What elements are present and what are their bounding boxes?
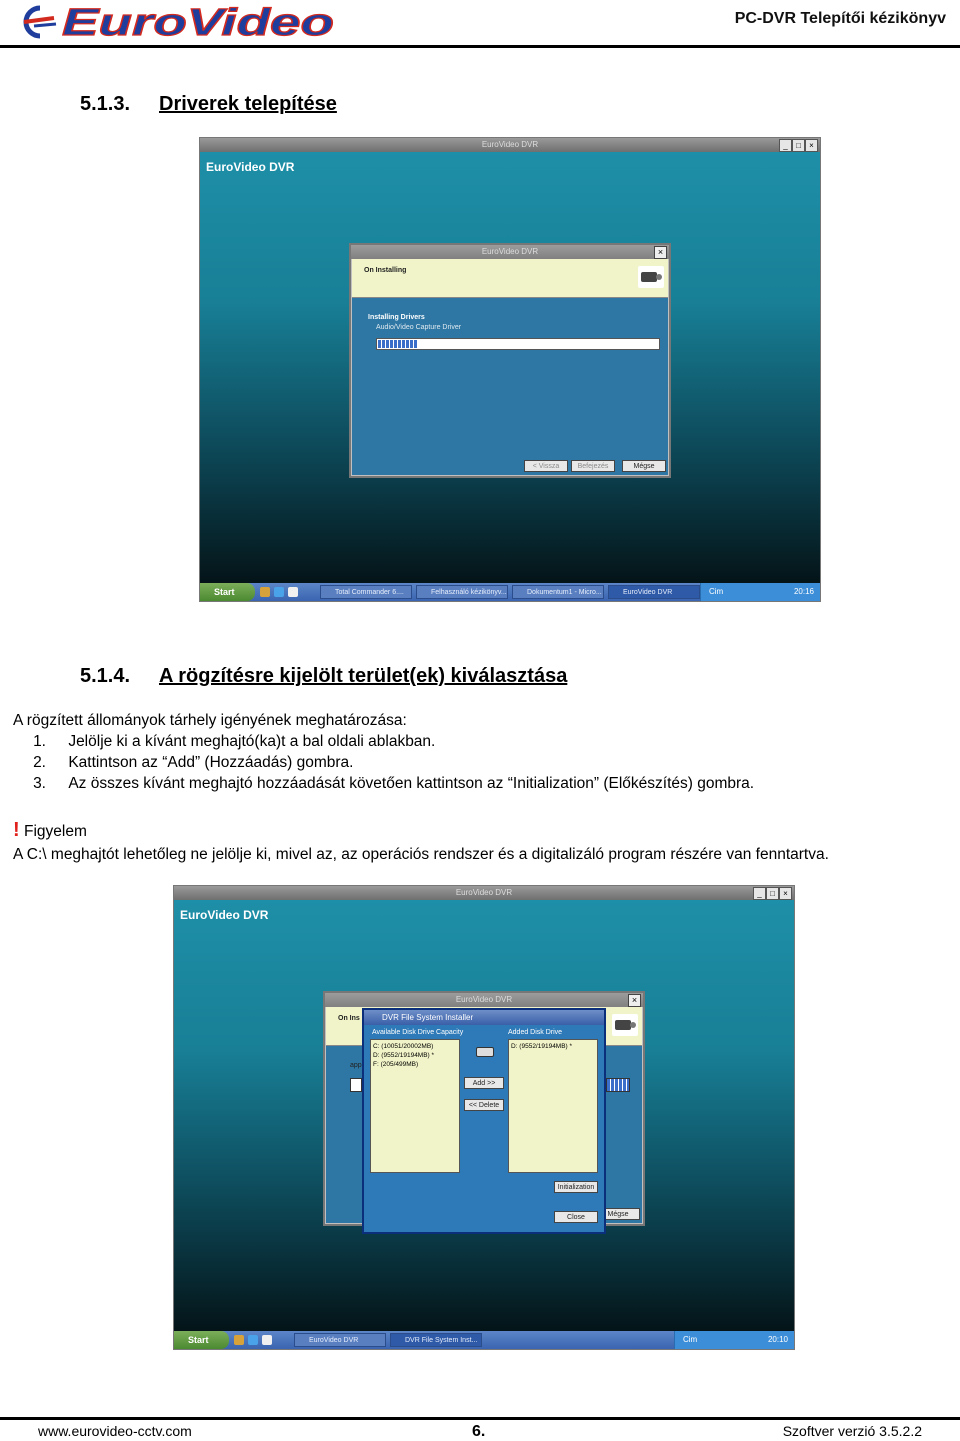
progress-stub: [350, 1078, 362, 1092]
section-number: 5.1.3.: [80, 93, 131, 115]
minimize-icon[interactable]: _: [779, 139, 792, 152]
quicklaunch-icon[interactable]: [234, 1335, 244, 1345]
system-tray: [700, 583, 820, 601]
step-item: [13, 731, 435, 752]
finish-button[interactable]: Befejezés: [571, 460, 615, 472]
camera-icon: [638, 266, 664, 288]
footer-website: www.eurovideo-cctv.com: [38, 1423, 192, 1439]
close-button[interactable]: Close: [554, 1211, 598, 1223]
desktop-icon[interactable]: [262, 1335, 272, 1345]
tray-clock: 20:10: [767, 1335, 788, 1344]
maximize-icon[interactable]: □: [766, 887, 779, 900]
step-item: [13, 752, 353, 773]
warning-text: A C:\ meghajtót lehetőleg ne jelölje ki, mivel az, az operációs rendszer és a digitalizáló program részére van fenntartva.: [13, 846, 829, 863]
side-label: app: [350, 1062, 362, 1069]
task-item[interactable]: Felhasználó kézikönyv...: [416, 585, 508, 599]
progress-stub: [606, 1078, 630, 1092]
step-number: 2.: [33, 754, 46, 771]
ie-icon[interactable]: [248, 1335, 258, 1345]
initialization-button[interactable]: Initialization: [554, 1181, 598, 1193]
window-titlebar: EuroVideo DVR: [174, 886, 794, 900]
start-button[interactable]: Start: [174, 1331, 229, 1349]
taskbar: [174, 1331, 794, 1349]
disk-drive-icon: [476, 1047, 494, 1057]
cancel-button[interactable]: Mégse: [622, 460, 666, 472]
dialog-close-icon[interactable]: ×: [654, 246, 667, 259]
fs-dialog-title: DVR File System Installer: [364, 1010, 604, 1025]
added-drive-list[interactable]: [508, 1039, 598, 1173]
cancel-button[interactable]: Mégse: [596, 1208, 640, 1220]
camera-icon: [612, 1014, 638, 1036]
status-subtitle: Audio/Video Capture Driver: [376, 324, 462, 331]
close-icon[interactable]: ×: [805, 139, 818, 152]
logo-text: EuroVideo: [62, 2, 334, 42]
quicklaunch-icon[interactable]: [260, 587, 270, 597]
app-name: EuroVideo DVR: [180, 908, 269, 922]
dialog-header: [352, 259, 668, 297]
app-name: EuroVideo DVR: [206, 160, 295, 174]
system-tray: [674, 1331, 794, 1349]
back-button[interactable]: < Vissza: [524, 460, 568, 472]
step-text: Jelölje ki a kívánt meghajtó(ka)t a bal oldali ablakban.: [68, 733, 436, 750]
maximize-icon[interactable]: □: [792, 139, 805, 152]
task-item[interactable]: EuroVideo DVR: [294, 1333, 386, 1347]
drive-list-item[interactable]: C: (10051/20002MB): [373, 1043, 434, 1050]
app-background: [174, 900, 794, 1331]
warning-icon: !: [13, 819, 20, 841]
document-title: PC-DVR Telepítői kézikönyv: [734, 10, 946, 27]
intro-text: A rögzített állományok tárhely igényének meghatározása:: [13, 712, 407, 729]
start-button[interactable]: Start: [200, 583, 255, 601]
dialog-title: EuroVideo DVR: [325, 993, 643, 1007]
minimize-icon[interactable]: _: [753, 887, 766, 900]
dialog-header-label: On Ins: [338, 1015, 360, 1022]
section-title: A rögzítésre kijelölt terület(ek) kiválasztása: [159, 665, 568, 687]
delete-button[interactable]: << Delete: [464, 1099, 504, 1111]
window-titlebar: EuroVideo DVR: [200, 138, 820, 152]
status-title: Installing Drivers: [368, 314, 425, 321]
task-item[interactable]: Dokumentum1 - Micro...: [512, 585, 604, 599]
fs-dialog-body: [364, 1025, 604, 1232]
warning-label: Figyelem: [23, 823, 87, 840]
task-item-active[interactable]: DVR File System Inst...: [390, 1333, 482, 1347]
step-text: Kattintson az “Add” (Hozzáadás) gombra.: [68, 754, 354, 771]
step-item: [13, 773, 754, 794]
app-background: [200, 152, 820, 583]
step-number: 3.: [33, 775, 46, 792]
screenshot-file-system-installer: [173, 885, 795, 1350]
screenshot-installing-drivers: [199, 137, 821, 602]
tray-clock: 20:16: [793, 587, 814, 596]
progress-fill: [378, 340, 417, 348]
dialog-title: EuroVideo DVR: [351, 245, 669, 259]
step-text: Az összes kívánt meghajtó hozzáadását követően kattintson az “Initialization” (Előkészítés) gombra.: [68, 775, 755, 792]
footer-divider: [0, 1417, 960, 1420]
ie-icon[interactable]: [274, 587, 284, 597]
task-item[interactable]: Total Commander 6....: [320, 585, 412, 599]
dialog-body: [352, 297, 668, 475]
added-label: Added Disk Drive: [508, 1029, 563, 1036]
warning-heading: [13, 820, 87, 842]
add-button[interactable]: Add >>: [464, 1077, 504, 1089]
footer-page-number: 6.: [472, 1423, 486, 1440]
eurovideo-logo: [10, 2, 340, 42]
tray-language: Cim: [709, 587, 724, 596]
drive-list-item[interactable]: F: (205/499MB): [373, 1061, 419, 1068]
tray-language: Cim: [683, 1335, 698, 1344]
footer-version: Szoftver verzió 3.5.2.2: [782, 1423, 922, 1439]
dialog-close-icon[interactable]: ×: [628, 994, 641, 1007]
available-label: Available Disk Drive Capacity: [372, 1029, 464, 1036]
dialog-header-label: On Installing: [364, 267, 407, 274]
taskbar: [200, 583, 820, 601]
section-number: 5.1.4.: [80, 665, 131, 687]
progress-bar: [376, 338, 660, 350]
header-divider: [0, 45, 960, 48]
desktop-icon[interactable]: [288, 587, 298, 597]
drive-list-item[interactable]: D: (9552/19194MB) *: [511, 1043, 573, 1050]
drive-list-item[interactable]: D: (9552/19194MB) *: [373, 1052, 435, 1059]
install-dialog: [349, 243, 671, 478]
available-drive-list[interactable]: [370, 1039, 460, 1173]
close-icon[interactable]: ×: [779, 887, 792, 900]
section-title: Driverek telepítése: [159, 93, 337, 115]
task-item-active[interactable]: EuroVideo DVR: [608, 585, 700, 599]
step-number: 1.: [33, 733, 46, 750]
fs-installer-dialog: [362, 1008, 606, 1234]
